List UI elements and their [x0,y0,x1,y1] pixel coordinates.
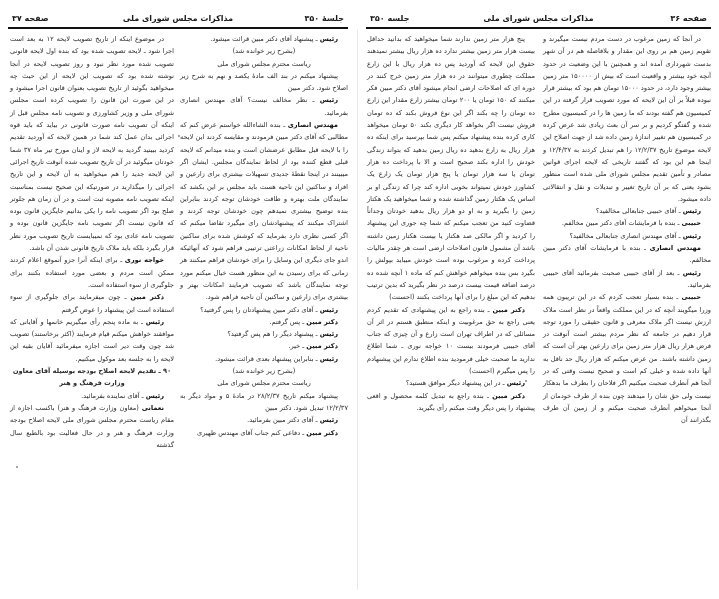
scan-speck [525,380,527,382]
speech-paragraph [180,340,348,352]
speech-paragraph [543,267,711,292]
running-title: مذاکرات مجلس شورای ملی [483,14,594,23]
paragraph-text: ـ بنده راجع به این پیشنهادی که تقدیم کردم یعنی راجع به حق مرغوبیت و اینکه منطبق هستم در اثر آن مسائلی که در اطراف تهران است زارع و آن چیزی که جناب آقای حبیبی فرمودند بیست ۱۰ خواجه نوری ـ شما اطلاع ندارید ما صحبت خیلی فرمودید بنده اطلاع ندارم این پیشنهادم را پس میگیرم (احسنت) [367,305,535,376]
speaker-name: رئیس [319,416,338,425]
paragraph [180,365,348,377]
paragraph-text: ـ آقای دکتر مبین پیشنهادتان را پس گرفتید؟ [200,305,318,314]
speaker-name: دکتر مبین [306,428,338,437]
speech-paragraph [543,230,711,242]
speaker-name: رئیس [319,330,338,339]
speech-paragraph [180,353,348,365]
paragraph [180,377,348,389]
paragraph-text: ـ دفاعی کنم جناب آقای مهندس ظهیری [197,428,305,437]
paragraph-text: ـ بنده با فرمایشات آقای دکتر مبین مخالفم. [561,219,680,228]
paragraph-text: ـ پس گرفتم. [269,317,305,326]
page-header [366,14,711,28]
paragraph-text: (معاون وزارت فرهنگ و هنر) باکسب اجازه از مقام ریاست محترم مجلس شورای ملی لایحه اصلاح بودجه وزارت فرهنگ و هنر و در حال فعالیت بود بالطبع سال گذشته [10,403,174,449]
paragraph-text: ـ آقای دکتر مبین بفرمائید. [247,416,318,425]
speech-paragraph [543,217,711,229]
paragraph-text: (بشرح زیر خوانده شد) [232,367,296,376]
page-header [8,14,348,28]
speaker-name: رئیس [682,268,701,277]
paragraph-text: ـ پیشنهاد آقای دکتر مبین قرائت میشود. [210,35,318,43]
paragraph-text: ـ بنده الشاءالله خواستم عرض کنم که مطالبی که آقای دکتر مبین فرمودند و مقایسه کردند این لایحه را با لایحه قبل مطابق عرضشان است و بنده میدانم که لایحه قبلی قطع کننده بود از لحاظ نمایندگان مجلس. ایشان اگر میبینند در اینجا نقطهٔ جدیدی تسهیلات بیشتری برای زارعین و افراد و ساکنین این ناحیه هست باید مجلس بر این بکشد که نمایندگان ملت بهتره و طاقت خودشان توجه کردند بنابراین بنده توضیح بیشتری نمیدهم چون خودشان توجه کردند و اشتراک میکنند که پیشنهادشان رای میگیرد تقاضا میکنم که اگر کسی نظری دارد بفرماید که کوشش شده برای ساکنین ناحیه از لحاظ امکانات زراعتی ترتیبی فراهم شود که آنهائیکه اندو جای دیگری این وسایل را برای خودشان فراهم میکنند هر زمانی که برای رسیدن به این منظور هست خیال میکنم مورد توجه نمایندگان باشد که تصویب فرمایند امکانات بهتر و بیشتری برای زارعین و ساکنین آن ناحیه فراهم شود. [180,121,348,302]
session-number: جلسهٔ ۳۵۰ [304,14,344,23]
speech-paragraph [367,377,535,389]
speech-paragraph [180,304,348,316]
speech-paragraph [10,291,174,316]
paragraph-text: در موضوع اینکه از تاریخ تصویب لایحه ۱۲ به بعد است اجرا شود ـ لایحه تصویب شده بود که بنده اول لایحه قانونی تصویب شده مورد نظر نبود و روز تصویب لایحه در آنجا نوشته شده بود که تصویب این لایحه از این حیث چه میخواهید بگوئید از تاریخ تصویب بعنوان قانون اجرا میشود و در این صورت این قانون را تصویب کرده است مجلس شورای ملی و وزیر کشاورزی و تصویب نامه مجلس قبل از اینکه آن تصویب نامه صورت قانونی در بیاید که باید قوه اجرائی بدان عمل کند شما در همین لایحه که آوردید تقدیم کردید ببینید گردید به لایحه لاز و اینان مورخ تیر ماه ۳۷ شما خودتان میگوئید در آن تاریخ تصویب شده آنوقت تاریخ اجرائی این لایحه جدید را هم میخواهید به آن لایحه و این تاریخ اجرائی را میگذارید در صورتیکه این صحیح نیست بمناسبت اینکه تصویب نامه مصوبه ثبت است و در آن زمان هم جلوتر صلح بود اگر تصویب نامه را یکی بدانیم جایگزین قانون بوده که قانون نیست اگر تصویب نامه جایگزین قانون بوده و تصویب نامه عادی بود که نمیبایست تاریخ تصویب مورد نظر قرار بگیرد بلکه باید ملاک تاریخ قانونی شدن آن باشد. [10,35,174,253]
speech-paragraph [367,390,535,415]
paragraph-text: ـ خیر. [288,342,305,351]
speech-paragraph [543,291,711,426]
speech-paragraph [10,390,174,402]
speech-paragraph [180,119,348,303]
right-page [366,0,711,599]
speaker-name: رئیس [682,207,701,216]
speaker-name: دکتر مبین [492,305,525,314]
speaker-name: رئیس [682,231,701,240]
paragraph-text: ـ بنده راجع به تبدیل کلمه محصول و اقعی پیشنهاد را پس دیگر وقت میکنم رأی بگیرید. [367,391,535,412]
speaker-name: حبیبی [681,219,701,228]
speaker-name: رئیس [319,96,338,105]
session-number: جلسه ۳۵۰ [370,14,410,23]
speaker-name: خواجه نوری [124,256,164,265]
paragraph-text: ـ آقای مهندس انصاری جنابعالی مخالفید؟ [569,231,681,240]
running-title: مذاکرات مجلس شورای ملی [122,14,234,23]
paragraph-text: ۹۰ ـ تقدیم لایحه اصلاح بودجه بوسیله آقای معاون وزارت فرهنگ و هنر [12,367,172,388]
speaker-name: حبیبی [681,293,701,302]
paragraph-text: ـ آقای حبیبی جنابعالی مخالفید؟ [595,207,681,216]
header-rule [366,27,711,29]
speech-paragraph [180,33,348,45]
speaker-name: نعمانی [141,403,164,412]
paragraph-text: ـ بعد از آقای حبیبی صحبت بفرمائید آقای حبیبی بفرمائید. [543,268,711,289]
paragraph [10,33,174,254]
speech-paragraph [367,304,535,378]
paragraph-text: (بشرح زیر خوانده شد) [232,47,296,56]
speech-paragraph [10,402,174,451]
section-heading [10,365,174,390]
speech-paragraph [180,328,348,340]
paragraph-text: ـ بنده بسیار تعجب کردم که در این تریبون همه وزرا میگویند آنچه که در این مملکت واقعاً در نظر است ملاک ارزش نیست اگر ملاک معرفی و قانون حقیقی را مورد توجه قرار دهیم در جامعه که نظر مردم بیشتر است آنوقت در فرض هزار ریال هزار متر زمین برای زارعین بهتر آن است که زمین داشته باشند. من عرض میکنم که هزار ریال حد ناقل به آنها داده شده و خیلی کم است و صحیح نیست وقتی که در آنجا هم آنطرف صحبت میکنیم اگر فلاحان را بطرف ما بدهکار نیست ولی حق شان را میدهند چون بنده از طرف خودمان از آنجا میخواهم آنطرف صحبت میکنم و از زمین آن طرف بگذرانند آن [543,293,711,425]
speaker-name: دکتر مبین [306,317,338,326]
paragraph-text: ریاست محترم مجلس شورای ملی [217,59,311,68]
speech-paragraph [180,414,348,426]
page-number: صفحه ۳۶ [670,14,707,23]
speech-paragraph [180,427,348,439]
text-column-left [367,33,535,414]
paragraph [180,70,348,95]
page-number: صفحه ۳۷ [12,14,49,23]
paragraph-text: ـ پیشنهاد دیگر را هم پس گرفتید؟ [227,330,318,339]
speech-paragraph [180,94,348,119]
speaker-name: رئیس [319,35,338,43]
speaker-name: مهندس انصاری [649,244,701,253]
paragraph-text: پیشنهاد میکنم در بند الف مادهٔ یکصد و نهم به شرح زیر اصلاح شود. دکتر مبین [180,71,348,93]
text-column-right [180,33,348,439]
text-column-left [10,33,174,451]
paragraph-text: در آنجا که زمین مرغوب در دست مردم نیست میگیرند و تقویم زمین هم بر روی این مقدار و بلافاصله هم در آن شهر بدست شهرداری آمده اند و همچنین با این وضعیت در حدود آنچه خود بیشتر و واقعیت است که بیش از ۱۵۰۰۰۰ متر زمین بیشتر وجود دارد، در حدود ۱۵۰۰۰ تومان هم بود که بیشتر قرار نبوده قبلاً بر آن این لایحه که مورد تصویب قرار گرفته در این کمیسیون هم گفته بودند که ما زمین ها را در کمیسیون مطرح شده و گفتگو کردیم و بر سر آن بعث زیادی شد عرض کرده در کمیسیون هم تغییر اندازهٔ زمین داده شد از جهت اصلاح این لایحه موضوع تاریخ ۱۲/۲/۳۷ را هم تبدیل کردند به ۱۲/۴/۳۷ و اینجا هم این بود که گفتند تاریخی که لایحه اجرای قوانین مصادر و تأمین تقدیم مجلس شورای ملی شده است منظور بشود یعنی که بر آن تاریخ تغییر و تبدیلات و نقل و انتقالاتی داده میشود. [543,35,712,203]
speaker-name: دکتر مبین [492,391,525,400]
paragraph-text: پنج هزار متر زمین ندارند شما میخواهید که بدانید حداقل بیست هزار متر زمین بیشتر ندارد ده هزار ریال بیشتر نمیدهند حقوق این لایحه که آوردید پس ده هزار ریال با این زارع مملکت چطوری میتوانند در ده هزار متر زمین خرج کنند در دوره ای که اصلاحات ارضی انجام میشود آقای دکتر مبین فکر میکنند که ۱۵۰ تومان یا ۲۰۰ تومان بیشتر زارع مقدار این زارع ده تومان را چه بکند اگر این نوع فروش بکند که ده تومان فروش نیست اگر بخواهد کار دیگری بکند ۵۰ تومان میخواهد کاری کرده بنده پیشنهاد میکنم پس شما بپرسید برای اینکه ده هزار ریال به زارع بدهید ده ریال زمین بدهید که بتواند زندگی خودش را اداره بکند صحیح است و الا با پرداخت ده هزار تومان یا سه هزار تومان یا پنج هزار تومان یک زارع یک کشاورز خودش نمیتواند بخوبی اداره کند چرا که زندگی او بر اساس یک هکتار زمین گذاشته شده و شما میخواهید یک هکتار زمین را بگیرید و به او دو هزار ریال بدهید خودتان وجداناً قضاوت کنید من تعجب میکنم که شما چه جوری این پیشنهاد را کردید و اگر مالکی صد هکتار یا بیست هکتار زمین داشته باشد آن مشمول قانون اصلاحات ارضی است هر چقدر مالیات پرداخت کرده و مرغوب بوده است خودش میباید بپولش را بگیرد بس بنده میخواهم خواهش کنم که ماده ۱ آنچه شده ده درصد اضافه قیمت بیست درصد در نظر بگیرید که بدین ترتیب بدهیم که این مبلغ را برای آنها پرداخت بکنند (احسنت) [367,35,535,302]
paragraph-text: ـ در این پیشنهاد دیگر موافق هستید؟ [405,379,505,388]
paragraph-text: پیشنهاد میکنم تاریخ ۲۸/۲/۳۷ در مادهٔ ۵ و مواد دیگر به ۱۲/۲/۳۷ تبدیل شود. دکتر مبین [180,391,348,412]
paragraph-text: ریاست محترم مجلس شورای ملی [217,379,311,388]
speech-paragraph [543,242,711,267]
speech-paragraph [10,254,174,291]
paragraph-text: ـ برای اینکه آنرا جزو آنموقع اعلام کردند ممکن است مردم و بعضی مورد استفاده بکنند برای جلوگیری از سوء استفاده است. [10,256,174,289]
scan-speck [16,466,18,468]
paragraph-text: ـ چون میفرمایند برای جلوگیری از سوء استفاده است این پیشنهاد را عوض گرفتم [10,293,174,314]
paragraph-text: ـ به ماده پنجم رأی میگیریم خانمها و آقایانی که موافقند خواهش میکنم قیام فرمایند (اکثر برخاستند) تصویب شد چون وقت دیر است اجازه میفرمائید آقایان بقیه این لایحه را به جلسه بعد موکول میکنیم. [10,317,174,363]
speaker-name: رئیس [145,317,164,326]
paragraph-text: ـ نظر مخالف نیست؟ آقای مهندس انصاری بفرمائید. [180,96,348,117]
paragraph-text: ـ بنابراین پیشنهاد بعدی قرائت میشود. [215,354,318,363]
scan-speck [178,135,180,137]
speaker-name: دکتر مبین [306,342,338,351]
paragraph [543,33,711,205]
text-column-right [543,33,711,427]
speaker-name: رئیس [319,354,338,363]
speech-paragraph [543,205,711,217]
paragraph [180,45,348,57]
speaker-name: مهندس انصاری [287,121,338,130]
paragraph-text: ـ آقای نماینده بفرمائید. [81,391,144,400]
paragraph [180,58,348,70]
speaker-name: رئیس [506,379,525,388]
speaker-name: رئیس [319,305,338,314]
speech-paragraph [10,316,174,365]
paragraph-text: ـ بنده با فرمایشات آقای دکتر مبین مخالفم. [543,244,711,265]
left-page [8,0,348,599]
speaker-name: رئیس [145,391,164,400]
paragraph [180,390,348,415]
paragraph [367,33,535,304]
speaker-name: دکتر مبین [130,293,164,302]
page-gutter [357,30,358,590]
speech-paragraph [180,316,348,328]
header-rule [8,27,348,29]
